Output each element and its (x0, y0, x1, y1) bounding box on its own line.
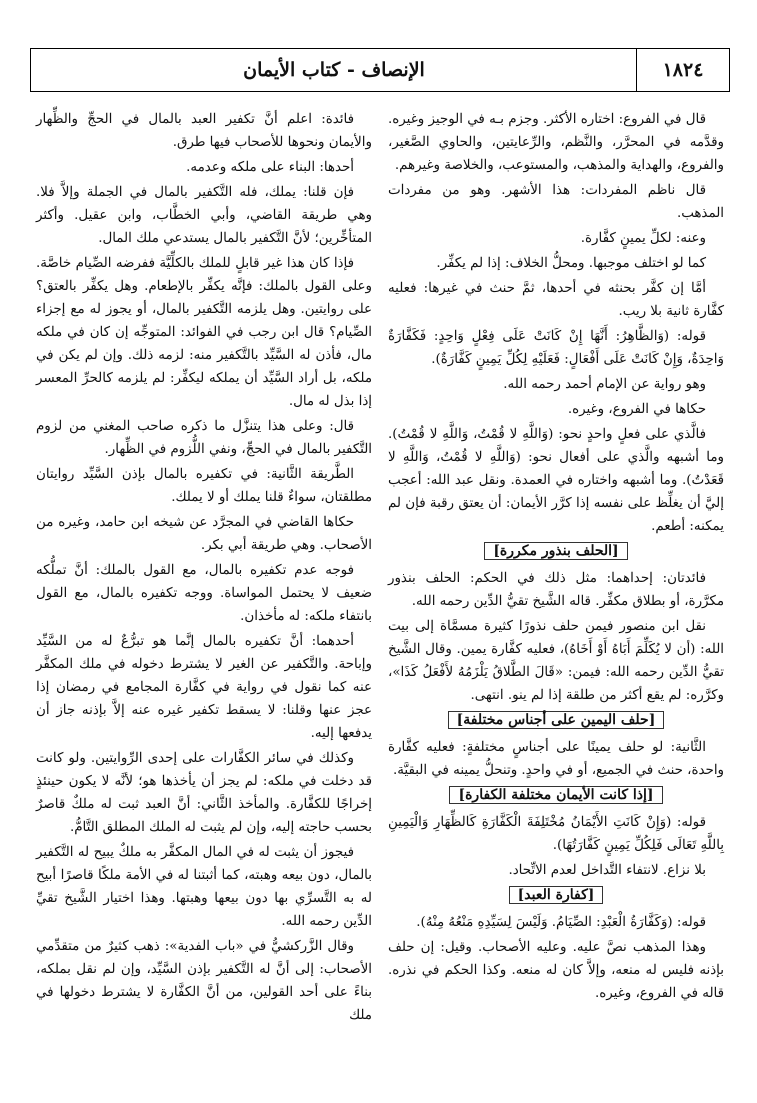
paragraph: قال ناظم المفردات: هذا الأشهر. وهو من مفردات المذهب. (388, 183, 724, 221)
page-header (30, 48, 730, 92)
paragraph: قوله: (وَالظَّاهِرُ: أَنَّهَا إِنْ كَانَتْ عَلَى فِعْلٍ وَاحِدٍ: فَكَفَّارَةٌ وَاحِدَةٌ، وَإِنْ كَانَتْ عَلَى أَفْعَالٍ: فَعَلَيْهِ لِكُلِّ يَمِينٍ كَفَّارَةٌ). (388, 329, 724, 367)
paragraph: أحدهما: أنَّ تكفيره بالمال إنَّما هو تبرُّعٌ له من السَّيِّد وإباحة. والتَّكفير عن الغير لا يشترط دخوله في ملك المكفَّر عنه كما نقول في رواية في كفَّارة المجامع في رمضان إذا عجز عنها وقلنا: لا يسقط تكفير غيره عنه إلاَّ بإذنه جاز أن يدفعها إليه. (36, 634, 372, 741)
paragraph: فوجه عدم تكفيره بالمال، مع القول بالملك: أنَّ تملُّكه ضعيف لا يحتمل المواساة. ووجه تكفيره بالمال، مع القول بانتفاء ملكه: له مأخذان. (36, 563, 372, 624)
section-heading-text: [الحلف بنذور مكررة] (484, 542, 627, 560)
paragraph: قال في الفروع: اختاره الأكثر. وجزم بـه في الوجيز وغيره. وقدَّمه في المحرَّر، والنَّظم، والرِّعايتين، والحاوي الصَّغير، والفروع، والهداية والمذهب، والمستوعب، والخلاصة وغيرهم. (388, 112, 724, 173)
paragraph: وهو رواية عن الإمام أحمد رحمه الله. (503, 377, 706, 392)
page (30, 48, 730, 1088)
paragraph: حكاها القاضي في المجرَّد عن شيخه ابن حامد، وغيره من الأصحاب. وهي طريقة أبي بكر. (36, 515, 372, 553)
paragraph: حكاها في الفروع، وغيره. (567, 402, 706, 417)
section-heading-text: [حلف اليمين على أجناس مختلفة] (448, 711, 665, 729)
section-heading (388, 884, 724, 907)
section-heading-text: [كفارة العبد] (509, 886, 604, 904)
paragraph: قال: وعلى هذا يتنزَّل ما ذكره صاحب المغني من لزوم التَّكفير بالمال في الحجِّ، ونفي اللُّزوم في الظِّهار. (36, 419, 372, 457)
section-heading (388, 709, 724, 732)
section-heading (388, 540, 724, 563)
paragraph: كما لو اختلف موجبها. ومحلُّ الخلاف: إذا لم يكفِّر. (436, 256, 706, 271)
paragraph: بلا نزاع. لانتفاء التَّداخل لعدم الاتِّحاد. (508, 863, 706, 878)
paragraph: فائدة: اعلم أنَّ تكفير العبد بالمال في الحجِّ والظِّهار والأيمان ونحوها للأصحاب فيها طرق. (36, 112, 372, 150)
paragraph: وقال الزَّركشيُّ في «باب الفدية»: ذهب كثيرٌ من متقدِّمي الأصحاب: إلى أنَّ له التَّكفير بإذن السَّيِّد، وإن لم نقل بملكه، بناءً على أحد القولين، من أنَّ الكفَّارة لا يشترط دخولها في ملك (36, 939, 372, 1023)
paragraph: قوله: (وَإِنْ كَانَتِ الأَيْمَانُ مُخْتَلِفَةَ الْكَفَّارَةِ كَالظِّهَارِ وَالْيَمِينِ بِاللَّهِ تَعَالَى فَلِكُلِّ يَمِينٍ كَفَّارَتُهَا). (388, 815, 724, 853)
section-heading-text: [إذا كانت الأيمان مختلفة الكفارة] (449, 786, 662, 804)
running-title: الإنصاف - كتاب الأيمان (243, 59, 425, 81)
paragraph: أمَّا إن كفَّر بحنثه في أحدها، ثمَّ حنث في غيرها: فعليه كفَّارة ثانية بلا ريب. (388, 281, 724, 319)
right-column (388, 108, 724, 1007)
paragraph: وكذلك في سائر الكفَّارات على إحدى الرِّوايتين. ولو كانت قد دخلت في ملكه: لم يجز أن يأخذها هو؛ لأنَّه لا يكون حينئذٍ إخراجًا للكفَّارة. والمأخذ الثَّاني: أنَّ العبد ثبت له ملكٌ قاصرٌ بحسب حاجته إليه، وإن لم يثبت له الملك المطلق التَّامُّ. (36, 751, 372, 835)
page-number: ١٨٢٤ (636, 49, 729, 91)
paragraph: قوله: (وَكَفَّارَةُ الْعَبْدِ: الصِّيَامُ. وَلَيْسَ لِسَيِّدِهِ مَنْعُهُ مِنْهُ). (416, 915, 706, 930)
paragraph: نقل ابن منصور فيمن حلف نذورًا كثيرة مسمَّاة إلى بيت الله: (أن لا يُكَلِّمَ أَبَاهُ أَوْ أَخَاهُ)، فعليه كفَّارة يمين. وقال الشَّيخ تقيُّ الدِّين رحمه الله: فيمن: «قَالَ الطَّلاقُ يَلْزَمُهُ لأَفْعَلُ كَذَا»، وكرَّره: لم يقع أكثر من طلقة إذا لم ينو. انتهى. (388, 619, 724, 703)
paragraph: وعنه: لكلِّ يمينٍ كفَّارة. (580, 231, 706, 246)
paragraph: فالَّذي على فعلٍ واحدٍ نحو: (وَاللَّهِ لا قُمْتُ، وَاللَّهِ لا قُمْتُ). وما أشبهه والَّذي على أفعال نحو: (وَاللَّهِ لا قُمْتُ، وَاللَّهِ لا قَعَدْتُ). وما أشبهه واختاره في العمدة. ونقل عبد الله: أعجب إليَّ أن يغلِّظ على نفسه إذا كرَّر الأيمان: أن يعتق رقبة فإن لم يمكنه: أطعم. (388, 427, 724, 534)
paragraph: أحدها: البناء على ملكه وعدمه. (186, 160, 354, 175)
paragraph: فائدتان: إحداهما: مثل ذلك في الحكم: الحلف بنذور مكرَّرة، أو بطلاق مكفِّر. قاله الشَّيخ تقيُّ الدِّين رحمه الله. (388, 571, 724, 609)
left-column (36, 108, 372, 1029)
paragraph: فإن قلنا: يملك، فله التَّكفير بالمال في الجملة وإلاَّ فلا. وهي طريقة القاضي، وأبي الخطَّاب، وابن عقيل. وأكثر المتأخِّرين؛ لأنَّ التَّكفير بالمال يستدعي ملك المال. (36, 185, 372, 246)
section-heading (388, 784, 724, 807)
paragraph: الطَّريقة الثَّانية: في تكفيره بالمال بإذن السَّيِّد روايتان مطلقتان، سواءٌ قلنا يملك أو لا يملك. (36, 467, 372, 505)
paragraph: الثَّانية: لو حلف يمينًا على أجناسٍ مختلفةٍ: فعليه كفَّارة واحدة، حنث في الجميع، أو في واحدٍ. وتنحلُّ يمينه في البقيَّة. (388, 740, 724, 778)
paragraph: فيجوز أن يثبت له في المال المكفَّر به ملكٌ يبيح له التَّكفير بالمال، دون بيعه وهبته، كما أثبتنا له في الأمة ملكًا قاصرًا أبيح له به التَّسرِّي بها دون بيعها وهبتها. وهذا اختيار الشَّيخ تقيِّ الدِّين رحمه الله. (36, 845, 372, 929)
paragraph: فإذا كان هذا غير قابلٍ للملك بالكلِّيَّة ففرضه الصِّيام خاصَّة. وعلى القول بالملك: فإنَّه يكفِّر بالإطعام. وهل يكفِّر بالعتق؟ على روايتين. وهل يلزمه التَّكفير بالمال، أو يجوز له مع إجزاء الصِّيام؟ قال ابن رجب في الفوائد: المتوجِّه إن كان في ملكه مال، فأذن له السَّيِّد بالتَّكفير منه: لزمه ذلك. وإن لم يكن في ملكه، بل أراد السَّيِّد أن يملكه ليكفِّر: لم يلزمه كالحرِّ المعسر إذا بذل له مال. (36, 256, 372, 409)
paragraph: وهذا المذهب نصَّ عليه. وعليه الأصحاب. وقيل: إن حلف بإذنه فليس له منعه، وإلاَّ كان له منعه. وكذا الحكم في نذره. قاله في الفروع، وغيره. (388, 940, 724, 1001)
